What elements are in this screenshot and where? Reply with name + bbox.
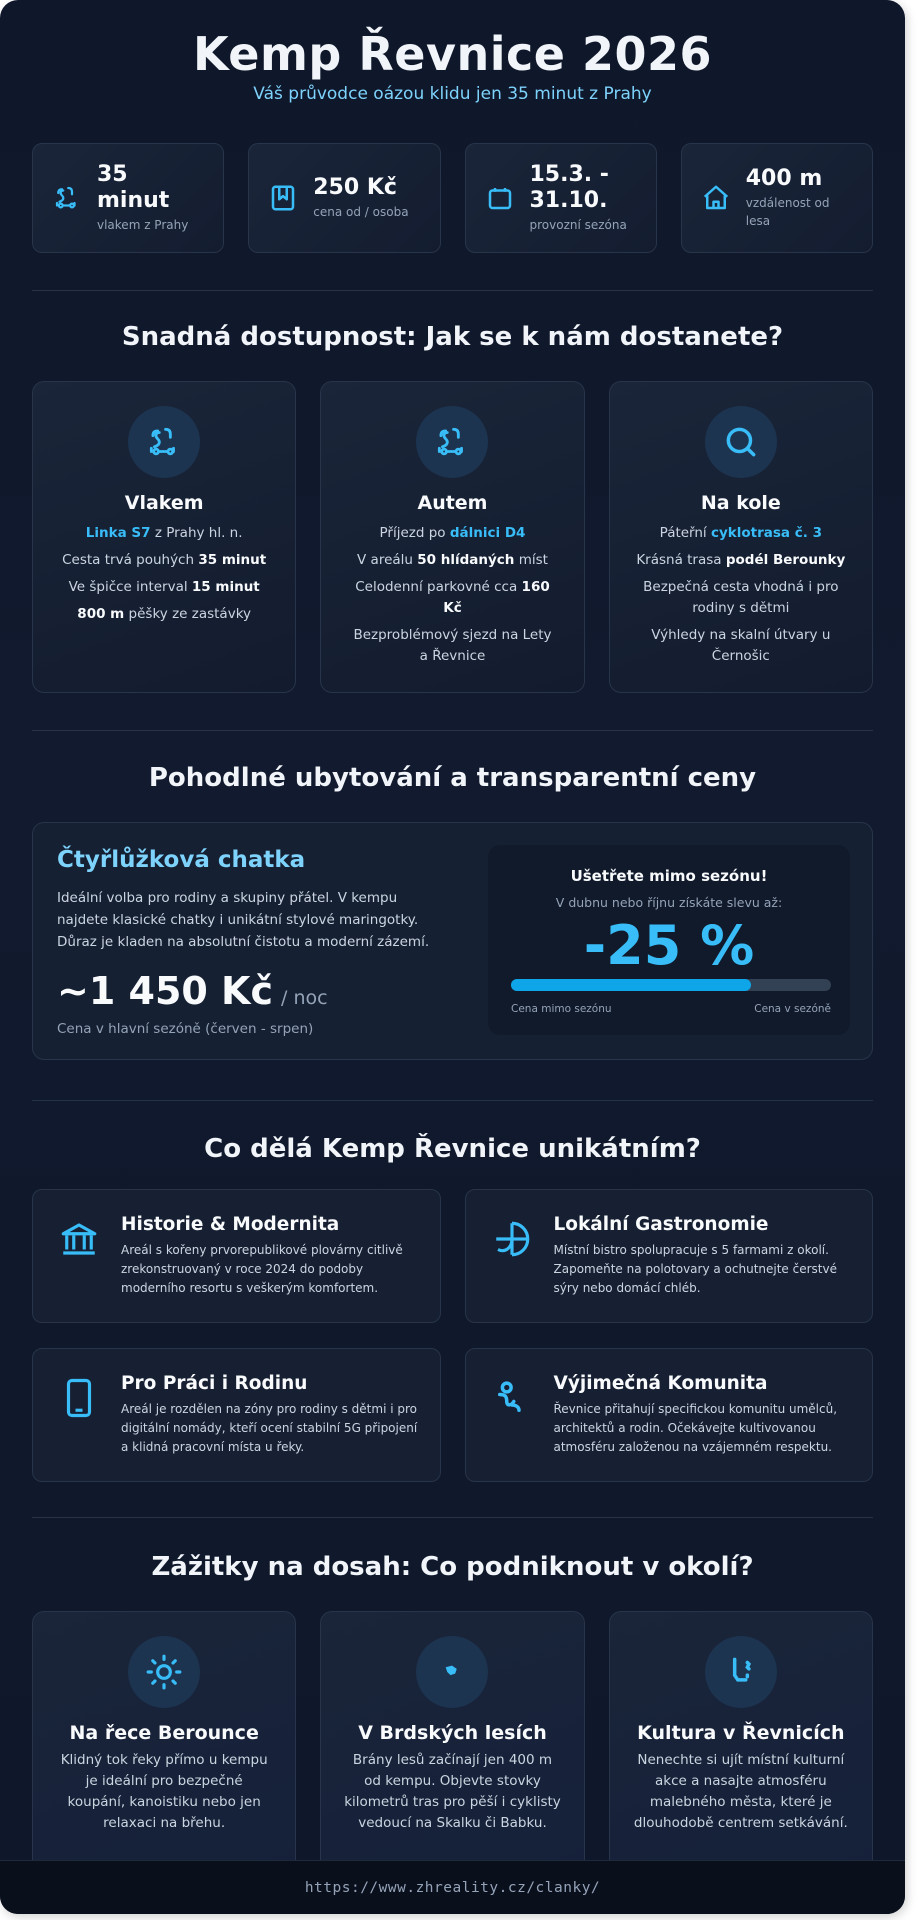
page-subtitle: Váš průvodce oázou klidu jen 35 minut z Prahy bbox=[253, 84, 652, 104]
access-line: Linka S7 z Prahy hl. n. bbox=[85, 525, 243, 541]
feature-card-gastronomy bbox=[465, 1189, 874, 1323]
section-title-features: Co dělá Kemp Řevnice unikátním? bbox=[204, 1134, 701, 1164]
header bbox=[0, 0, 905, 104]
stat-card-price bbox=[248, 143, 440, 253]
access-card-train bbox=[32, 381, 296, 693]
building-columns-icon bbox=[55, 1214, 103, 1322]
stat-label: cena od / osoba bbox=[313, 205, 409, 219]
discount-progress-fill bbox=[511, 979, 751, 991]
stat-value: 250 Kč bbox=[313, 175, 397, 200]
feature-card-history bbox=[32, 1189, 441, 1323]
cabin-info bbox=[57, 847, 447, 1037]
divider bbox=[32, 1100, 873, 1101]
footer bbox=[0, 1860, 905, 1914]
section-title-access: Snadná dostupnost: Jak se k nám dostanete? bbox=[121, 322, 784, 352]
feature-title: Pro Práci i Rodinu bbox=[121, 1373, 308, 1394]
activity-description: Brány lesů začínají jen 400 m od kempu. Objevte stovky kilometrů tras pro pěší i cyklisty vedoucí na Skalku či Babku. bbox=[344, 1752, 561, 1831]
card-title: Vlakem bbox=[124, 492, 204, 514]
stat-value: 35 minut bbox=[97, 162, 170, 213]
card-title: Kultura v Řevnicích bbox=[637, 1722, 845, 1744]
route-icon bbox=[49, 180, 85, 216]
stats-row bbox=[32, 143, 873, 253]
stat-value: 15.3. - 31.10. bbox=[529, 162, 609, 213]
feature-description: Areál s kořeny prvorepublikové plovárny citlivě zrekonstruovaný v roce 2024 do podoby moderního resortu s veškerým komfortem. bbox=[121, 1243, 403, 1295]
activities-cards bbox=[32, 1611, 873, 1901]
discount-value: -25 % bbox=[583, 914, 755, 977]
access-line: Celodenní parkovné cca 160 Kč bbox=[355, 579, 550, 616]
stat-label: provozní sezóna bbox=[529, 218, 627, 232]
discount-box bbox=[488, 845, 850, 1035]
divider bbox=[32, 290, 873, 291]
activity-card-river bbox=[32, 1611, 296, 1901]
stat-card-travel-time bbox=[32, 143, 224, 253]
stat-label: vlakem z Prahy bbox=[97, 218, 189, 232]
house-icon bbox=[698, 180, 734, 216]
label-in-season: Cena v sezóně bbox=[754, 1003, 831, 1015]
access-line: V areálu 50 hlídaných míst bbox=[357, 552, 548, 568]
label-off-season: Cena mimo sezónu bbox=[511, 1003, 612, 1015]
features-grid bbox=[32, 1189, 873, 1482]
progress-labels bbox=[511, 1003, 831, 1015]
feature-card-community bbox=[465, 1348, 874, 1482]
community-icon bbox=[488, 1373, 536, 1481]
access-cards bbox=[32, 381, 873, 693]
price-amount bbox=[57, 969, 447, 1013]
access-card-car bbox=[320, 381, 584, 693]
cabin-title: Čtyřlůžková chatka bbox=[57, 847, 306, 873]
feature-card-work-family bbox=[32, 1348, 441, 1482]
discount-title: Ušetřete mimo sezónu! bbox=[570, 867, 768, 885]
feature-title: Historie & Modernita bbox=[121, 1214, 340, 1235]
feature-title: Lokální Gastronomie bbox=[553, 1214, 769, 1235]
access-line: Výhledy na skalní útvary u Černošic bbox=[651, 627, 831, 664]
access-line: 800 m pěšky ze zastávky bbox=[77, 606, 252, 622]
activity-card-culture bbox=[609, 1611, 873, 1901]
access-line: Bezpečná cesta vhodná i pro rodiny s dětmi bbox=[643, 579, 839, 616]
access-card-bike bbox=[609, 381, 873, 693]
calendar-icon bbox=[482, 180, 518, 216]
culture-icon bbox=[705, 1636, 777, 1708]
access-line: Cesta trvá pouhých 35 minut bbox=[62, 552, 267, 568]
feature-description: Místní bistro spolupracuje s 5 farmami z okolí. Zapomeňte na polotovary a ochutnejte čerstvé sýry nebo domácí chléb. bbox=[553, 1243, 837, 1295]
map-icon bbox=[416, 1636, 488, 1708]
card-title: Na kole bbox=[700, 492, 781, 514]
card-title: Na řece Berounce bbox=[69, 1722, 259, 1744]
bookmark-icon bbox=[265, 180, 301, 216]
divider bbox=[32, 730, 873, 731]
stat-card-forest-distance bbox=[681, 143, 873, 253]
access-line: Bezproblémový sjezd na Lety a Řevnice bbox=[353, 627, 552, 664]
section-title-activities: Zážitky na dosah: Co podniknout v okolí? bbox=[151, 1552, 754, 1582]
activity-card-forest bbox=[320, 1611, 584, 1901]
feature-title: Výjimečná Komunita bbox=[553, 1373, 768, 1394]
route-icon bbox=[416, 406, 488, 478]
source-url-link[interactable]: https://www.zhreality.cz/clanky/ bbox=[304, 1879, 601, 1896]
access-line: Ve špičce interval 15 minut bbox=[68, 579, 260, 595]
feature-description: Areál je rozdělen na zóny pro rodiny s dětmi i pro digitální nomády, kteří ocení stabilní 5G připojení a klidná pracovní místa u řeky. bbox=[121, 1402, 418, 1454]
stat-label: vzdálenost od lesa bbox=[745, 196, 830, 228]
feature-description: Řevnice přitahují specifickou komunitu umělců, architektů a rodin. Očekávejte kultivovanou atmosféru založenou na vzájemném respektu. bbox=[553, 1402, 838, 1454]
discount-progress-bar bbox=[511, 979, 831, 991]
stat-value: 400 m bbox=[745, 166, 823, 191]
access-line: Příjezd po dálnici D4 bbox=[379, 525, 526, 541]
price-note: Cena v hlavní sezóně (červen - srpen) bbox=[57, 1021, 314, 1037]
card-title: Autem bbox=[417, 492, 488, 514]
page-title: Kemp Řevnice 2026 bbox=[192, 27, 713, 81]
card-title: V Brdských lesích bbox=[358, 1722, 547, 1744]
access-line: Páteřní cyklotrasa č. 3 bbox=[659, 525, 822, 541]
sun-icon bbox=[128, 1636, 200, 1708]
section-title-pricing: Pohodlné ubytování a transparentní ceny bbox=[148, 763, 757, 793]
search-icon bbox=[705, 406, 777, 478]
access-line: Krásná trasa podél Berounky bbox=[636, 552, 846, 568]
pricing-card bbox=[32, 822, 873, 1060]
activity-description: Klidný tok řeky přímo u kempu je ideální pro bezpečné koupání, kanoistiku nebo jen relaxaci na břehu. bbox=[60, 1752, 268, 1831]
price-value: ~1 450 Kč bbox=[57, 969, 274, 1013]
smartphone-icon bbox=[55, 1373, 103, 1481]
route-icon bbox=[128, 406, 200, 478]
stat-card-season bbox=[465, 143, 657, 253]
divider bbox=[32, 1517, 873, 1518]
cabin-description: Ideální volba pro rodiny a skupiny přátel. V kempu najdete klasické chatky i unikátní stylové maringotky. Důraz je kladen na absolutní čistotu a moderní zázemí. bbox=[57, 890, 430, 950]
discount-subtitle: V dubnu nebo říjnu získáte slevu až: bbox=[555, 895, 783, 910]
activity-description: Nenechte si ujít místní kulturní akce a nasajte atmosféru malebného města, které je dlouhodobě centrem setkávání. bbox=[633, 1752, 848, 1831]
price-unit: / noc bbox=[281, 987, 328, 1009]
plate-leaf-icon bbox=[488, 1214, 536, 1322]
